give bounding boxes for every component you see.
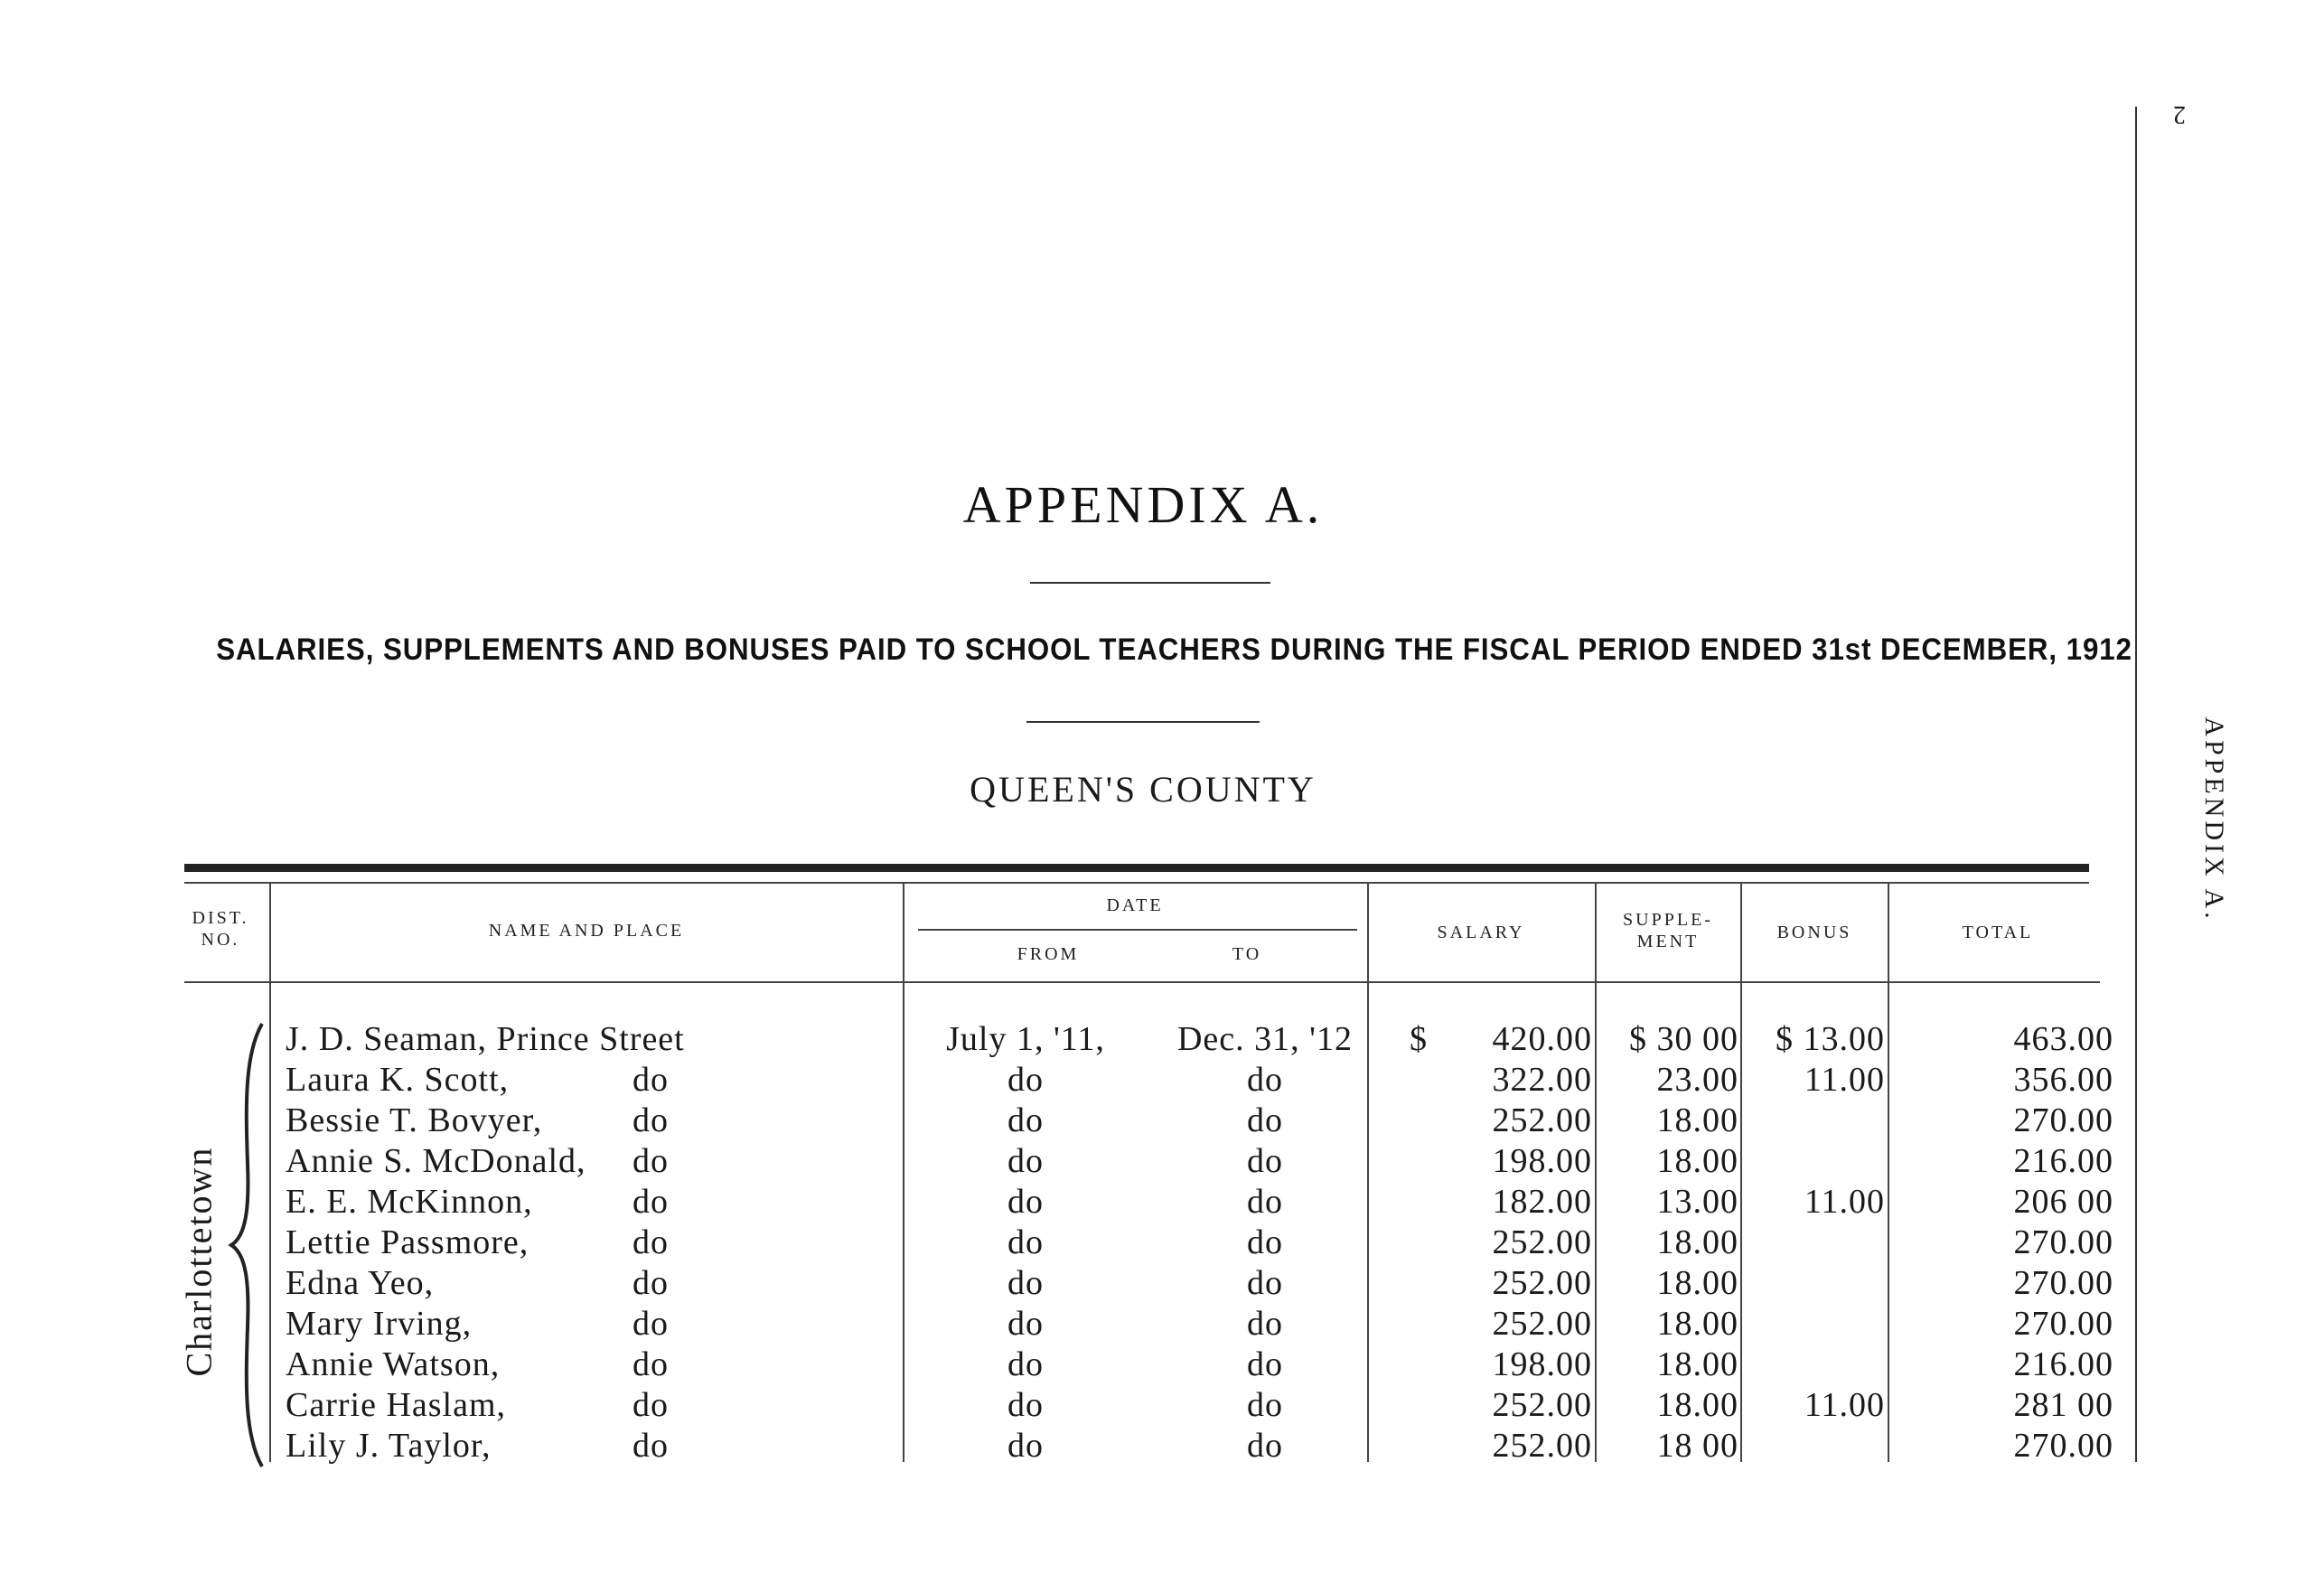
cell-total: 216.00 <box>2013 1345 2113 1383</box>
cell-place: do <box>633 1345 669 1383</box>
cell-salary: 198.00 <box>1492 1142 1592 1180</box>
cell-salary: 252.00 <box>1492 1223 1592 1261</box>
cell-to: do <box>1247 1101 1283 1139</box>
title-divider <box>1030 582 1270 584</box>
cell-from: July 1, '11, <box>946 1020 1105 1058</box>
table-top-rule <box>184 864 2089 872</box>
cell-place: do <box>633 1223 669 1261</box>
county-heading: QUEEN'S COUNTY <box>970 769 1317 810</box>
cell-total: 206 00 <box>2013 1183 2113 1221</box>
cell-from: do <box>1007 1427 1044 1465</box>
col-divider <box>1367 884 1369 1462</box>
cell-bonus: 11.00 <box>1804 1386 1885 1424</box>
cell-supplement: 18.00 <box>1656 1386 1738 1424</box>
cell-supplement: 18.00 <box>1656 1345 1738 1383</box>
cell-supplement: 18.00 <box>1656 1264 1738 1302</box>
cell-bonus: $ 13.00 <box>1776 1020 1885 1058</box>
cell-supplement: 23.00 <box>1656 1061 1738 1099</box>
cell-currency: $ <box>1410 1020 1428 1058</box>
header-total: TOTAL <box>1962 923 2034 942</box>
cell-to: do <box>1247 1386 1283 1424</box>
cell-supplement: 18 00 <box>1656 1427 1738 1465</box>
header-salary: SALARY <box>1437 923 1525 942</box>
cell-place: do <box>633 1264 669 1302</box>
cell-salary: 252.00 <box>1492 1427 1592 1465</box>
cell-name: Annie Watson, <box>286 1345 501 1383</box>
cell-total: 270.00 <box>2013 1305 2113 1343</box>
cell-from: do <box>1007 1142 1044 1180</box>
cell-bonus: 11.00 <box>1804 1183 1885 1221</box>
cell-to: do <box>1247 1345 1283 1383</box>
cell-name: E. E. McKinnon, <box>286 1183 533 1221</box>
header-dist-no: DIST. NO. <box>192 908 249 950</box>
header-date: DATE <box>1106 895 1164 915</box>
cell-to: do <box>1247 1183 1283 1221</box>
cell-to: do <box>1247 1142 1283 1180</box>
cell-total: 270.00 <box>2013 1101 2113 1139</box>
cell-name: Lily J. Taylor, <box>286 1427 492 1465</box>
cell-to: do <box>1247 1061 1283 1099</box>
cell-supplement: $ 30 00 <box>1629 1020 1738 1058</box>
cell-salary: 252.00 <box>1492 1101 1592 1139</box>
cell-name: Bessie T. Bovyer, <box>286 1101 543 1139</box>
cell-supplement: 18.00 <box>1656 1142 1738 1180</box>
cell-to: do <box>1247 1305 1283 1343</box>
cell-total: 356.00 <box>2013 1061 2113 1099</box>
district-label: Charlottetown <box>178 1146 220 1377</box>
cell-place: do <box>633 1305 669 1343</box>
cell-name: J. D. Seaman, Prince Street <box>286 1020 685 1058</box>
table-top-thin-rule <box>184 882 2089 884</box>
cell-place: do <box>633 1142 669 1180</box>
cell-name: Laura K. Scott, <box>286 1061 510 1099</box>
cell-supplement: 18.00 <box>1656 1101 1738 1139</box>
cell-total: 270.00 <box>2013 1223 2113 1261</box>
cell-total: 270.00 <box>2013 1427 2113 1465</box>
cell-total: 270.00 <box>2013 1264 2113 1302</box>
table-header-rule <box>184 981 2100 983</box>
cell-bonus: 11.00 <box>1804 1061 1885 1099</box>
cell-from: do <box>1007 1264 1044 1302</box>
cell-to: do <box>1247 1427 1283 1465</box>
cell-to: do <box>1247 1223 1283 1261</box>
cell-total: 463.00 <box>2013 1020 2113 1058</box>
header-from: FROM <box>1017 944 1080 964</box>
cell-supplement: 18.00 <box>1656 1305 1738 1343</box>
header-name-place: NAME AND PLACE <box>488 921 685 941</box>
cell-salary: 198.00 <box>1492 1345 1592 1383</box>
cell-from: do <box>1007 1061 1044 1099</box>
cell-from: do <box>1007 1183 1044 1221</box>
cell-place: do <box>633 1386 669 1424</box>
header-to: TO <box>1232 944 1262 964</box>
cell-supplement: 13.00 <box>1656 1183 1738 1221</box>
cell-name: Carrie Haslam, <box>286 1386 507 1424</box>
cell-place: do <box>633 1183 669 1221</box>
cell-name: Annie S. McDonald, <box>286 1142 586 1180</box>
cell-from: do <box>1007 1345 1044 1383</box>
cell-name: Edna Yeo, <box>286 1264 435 1302</box>
header-bonus: BONUS <box>1776 923 1852 942</box>
cell-from: do <box>1007 1223 1044 1261</box>
cell-salary: 420.00 <box>1492 1020 1592 1058</box>
cell-place: do <box>633 1061 669 1099</box>
cell-from: do <box>1007 1101 1044 1139</box>
date-header-rule <box>918 929 1357 931</box>
cell-salary: 252.00 <box>1492 1264 1592 1302</box>
cell-place: do <box>633 1427 669 1465</box>
cell-to: do <box>1247 1264 1283 1302</box>
header-supplement: SUPPLE-MENT <box>1623 910 1713 951</box>
cell-salary: 182.00 <box>1492 1183 1592 1221</box>
cell-total: 281 00 <box>2013 1386 2113 1424</box>
cell-to: Dec. 31, '12 <box>1176 1020 1354 1058</box>
cell-name: Mary Irving, <box>286 1305 473 1343</box>
cell-total: 216.00 <box>2013 1142 2113 1180</box>
cell-salary: 252.00 <box>1492 1305 1592 1343</box>
subtitle-divider <box>1026 721 1260 723</box>
district-brace <box>226 1019 271 1471</box>
cell-supplement: 18.00 <box>1656 1223 1738 1261</box>
page-subtitle: SALARIES, SUPPLEMENTS AND BONUSES PAID TO SCHOOL TEACHERS DURING THE FISCAL PERIOD ENDED 31st DECEMBER, 1912 <box>216 632 2132 667</box>
col-divider <box>1740 884 1742 1462</box>
cell-salary: 252.00 <box>1492 1386 1592 1424</box>
cell-from: do <box>1007 1386 1044 1424</box>
cell-place: do <box>633 1101 669 1139</box>
page-title: APPENDIX A. <box>962 475 1324 534</box>
side-caption: APPENDIX A. <box>2199 717 2229 923</box>
page-number: 2 <box>2173 100 2186 128</box>
cell-name: Lettie Passmore, <box>286 1223 529 1261</box>
cell-from: do <box>1007 1305 1044 1343</box>
cell-salary: 322.00 <box>1492 1061 1592 1099</box>
